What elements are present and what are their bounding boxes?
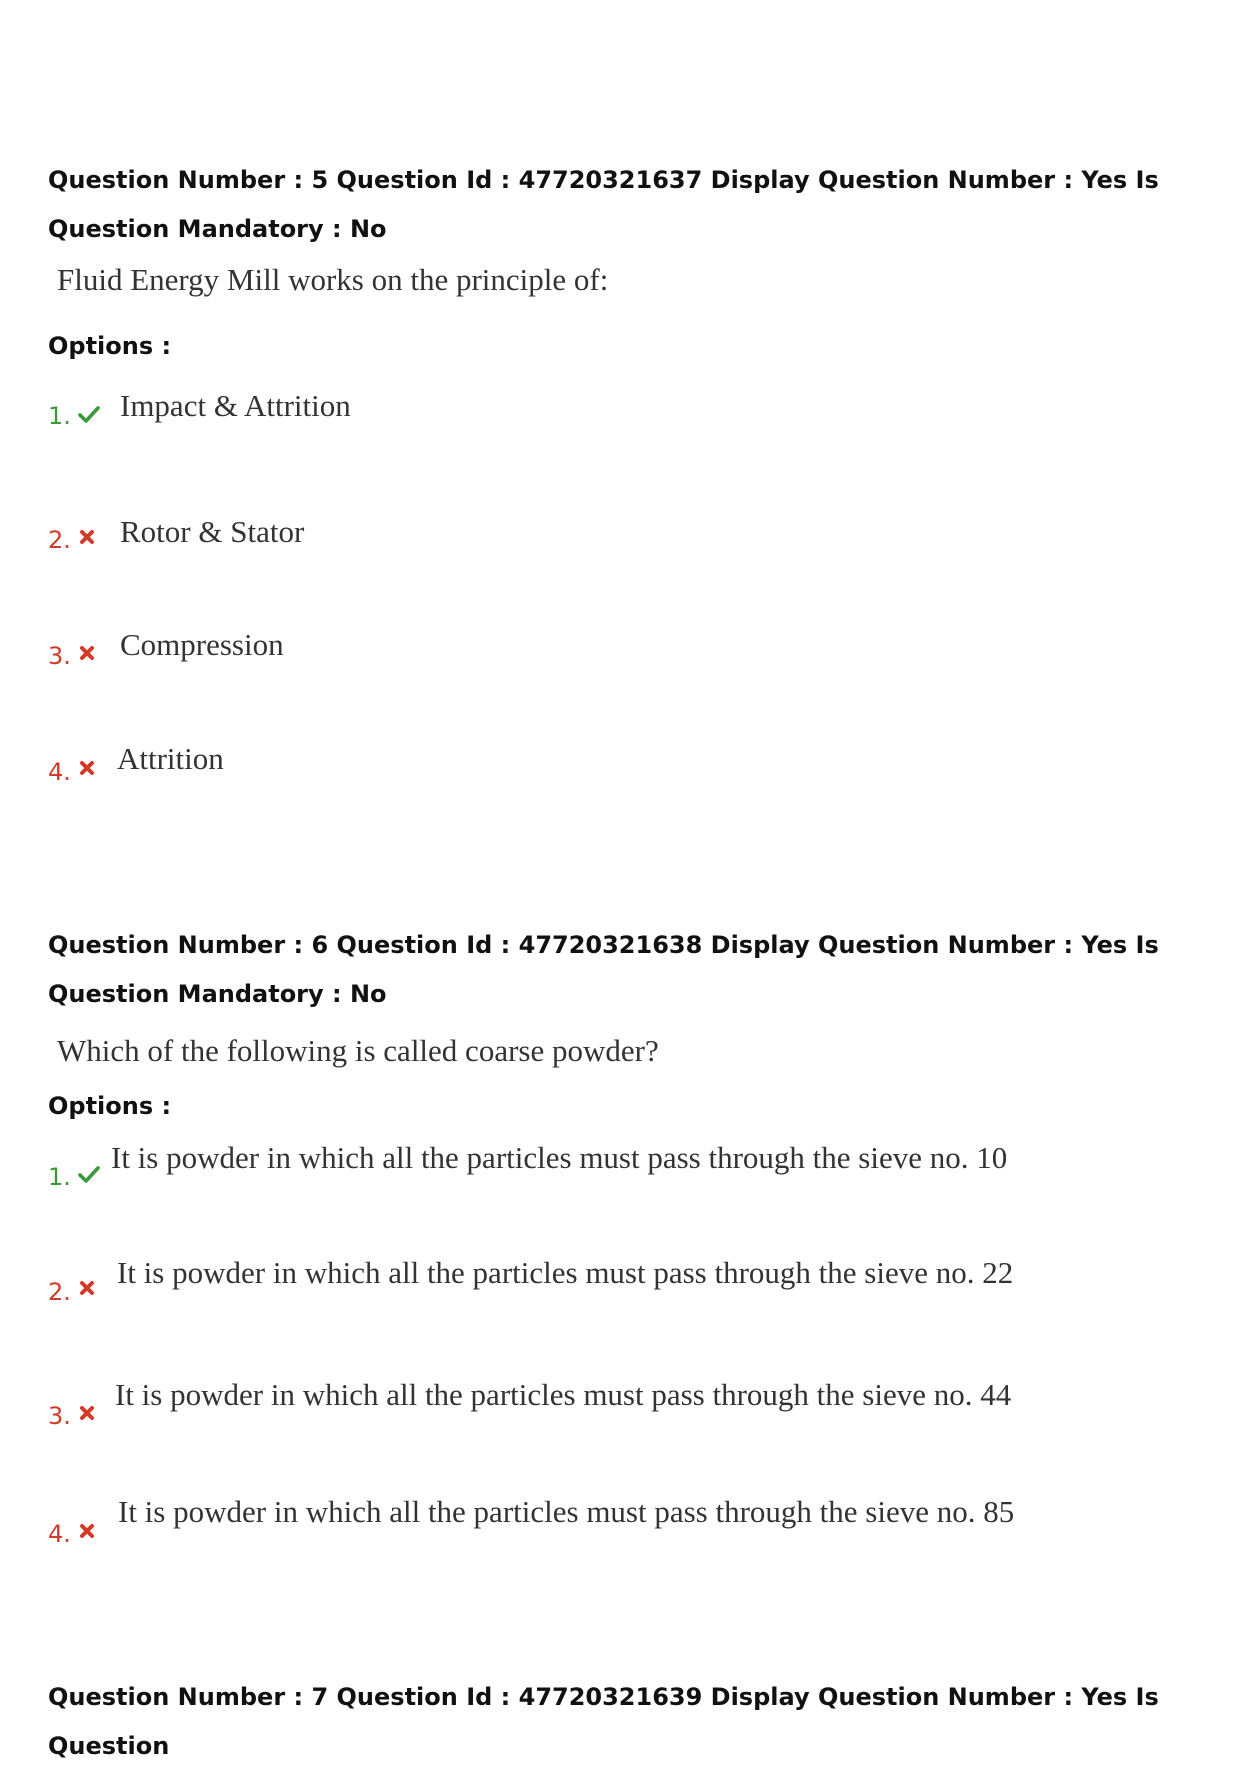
option-number: 2. [48,1278,71,1306]
option-text: It is powder in which all the particles must pass through the sieve no. 85 [118,1494,1015,1529]
question-header: Question Number : 6 Question Id : 47720321638 Display Question Number : Yes Is Question Mandatory : No [48,931,1159,1008]
cross-icon [78,528,96,551]
option-3 [0,1377,1240,1437]
option-1 [0,1140,1240,1200]
option-number: 2. [48,526,71,554]
option-text: Impact & Attrition [120,388,351,423]
question-text: Which of the following is called coarse powder? [57,1033,659,1068]
option-2 [0,514,1240,574]
cross-icon [78,1404,96,1427]
option-number: 3. [48,1402,71,1430]
question-header: Question Number : 5 Question Id : 47720321637 Display Question Number : Yes Is Question Mandatory : No [48,166,1159,243]
options-label: Options : [48,1092,172,1120]
check-icon [77,1162,101,1191]
option-text: It is powder in which all the particles must pass through the sieve no. 44 [115,1377,1012,1412]
option-text: Attrition [117,741,224,776]
check-icon [77,402,101,431]
option-4 [0,741,1240,801]
options-label: Options : [48,332,172,360]
option-4 [0,1494,1240,1554]
option-text: Rotor & Stator [120,514,305,549]
question-text: Fluid Energy Mill works on the principle of: [57,262,609,297]
option-number: 1. [48,402,71,430]
cross-icon [78,1522,96,1545]
option-number: 4. [48,1520,71,1548]
option-number: 1. [48,1163,71,1191]
option-3 [0,627,1240,687]
cross-icon [78,759,96,782]
option-number: 3. [48,642,71,670]
question-header: Question Number : 7 Question Id : 47720321639 Display Question Number : Yes Is Question [48,1683,1159,1760]
cross-icon [78,644,96,667]
option-text: Compression [120,627,284,662]
option-text: It is powder in which all the particles must pass through the sieve no. 22 [117,1255,1014,1290]
cross-icon [78,1279,96,1302]
option-2 [0,1255,1240,1315]
option-text: It is powder in which all the particles must pass through the sieve no. 10 [111,1140,1008,1175]
option-1 [0,388,1240,448]
option-number: 4. [48,758,71,786]
